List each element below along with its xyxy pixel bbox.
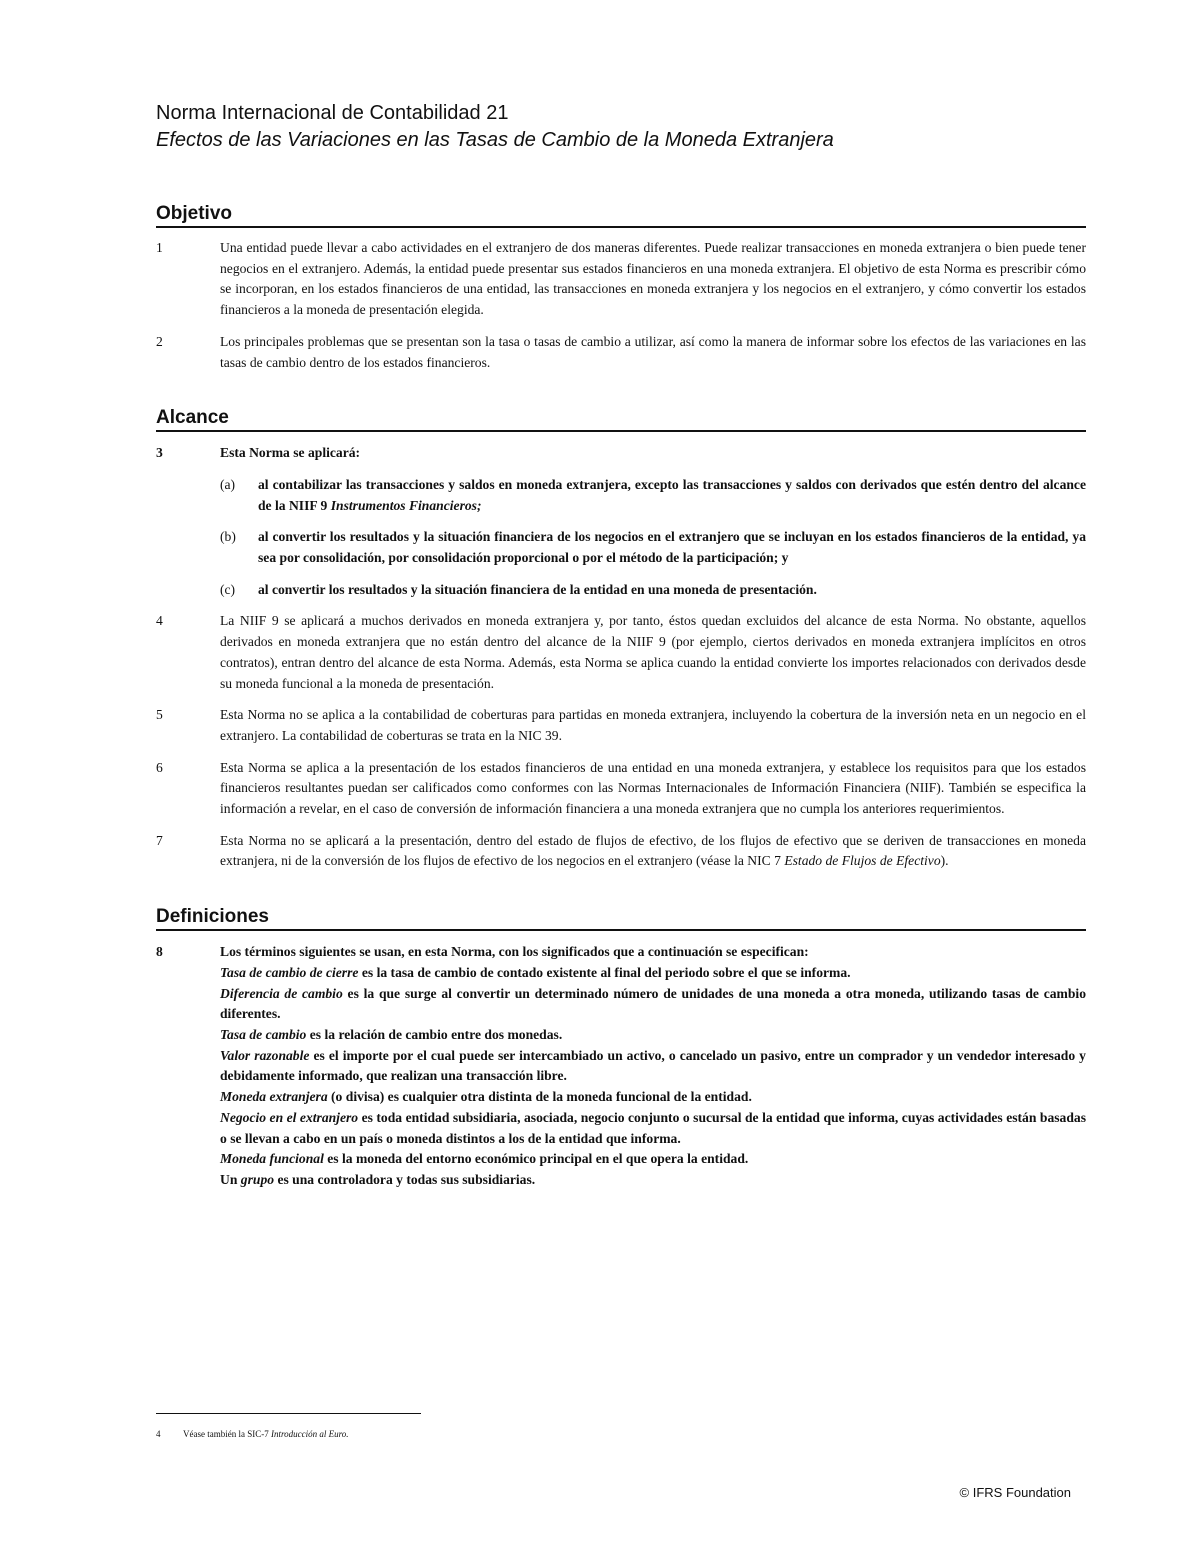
paragraph-number: 8: [156, 944, 163, 960]
standard-name: Instrumentos Financieros;: [330, 497, 482, 513]
paragraph-text: Una entidad puede llevar a cabo actividades en el extranjero de dos maneras diferentes. Puede realizar transacciones en moneda extranjera o bien puede tener negocios en el extranjero. Además, la entidad puede presentar sus estados financieros en una moneda extranjera. El objetivo de esta Norma es prescribir cómo se incorporan, en los estados financieros de una entidad, las transacciones en moneda extranjera y los negocios en el extranjero, y cómo convertir los estados financieros a la moneda de presentación elegida.: [220, 240, 1086, 318]
paragraph-text: Los términos siguientes se usan, en esta Norma, con los significados que a continuación se especifican:: [220, 944, 809, 960]
definition-prefix: Un: [220, 1171, 238, 1187]
paragraph-text: Los principales problemas que se presentan son la tasa o tasas de cambio a utilizar, así como la manera de informar sobre los efectos de las variaciones en las tasas de cambio dentro de los estados financieros.: [220, 333, 1086, 370]
defined-term: Tasa de cambio de cierre: [220, 964, 359, 980]
definition-text: es la moneda del entorno económico principal en el que opera la entidad.: [327, 1151, 749, 1167]
paragraph-6: [156, 758, 1086, 820]
paragraph-text: Esta Norma se aplica a la presentación de los estados financieros de una entidad en una moneda extranjera, y establece los requisitos para que los estados financieros resultantes puedan ser calificados como conformes con las Normas Internacionales de Información Financiera (NIIF). También se especifica la información a revelar, en el caso de conversión de información financiera a una moneda extranjera que no cumpla los anteriores requerimientos.: [220, 759, 1086, 817]
definition-text: es toda entidad subsidiaria, asociada, negocio conjunto o sucursal de la entidad que informa, cuyas actividades están basadas o se llevan a cabo en un país o moneda distintos a los de la entidad que informa.: [220, 1109, 1086, 1146]
definition-text: (o divisa) es cualquier otra distinta de la moneda funcional de la entidad.: [331, 1089, 752, 1105]
paragraph-number: 4: [156, 613, 163, 629]
section-heading-alcance: Alcance: [156, 407, 1086, 432]
footnote-divider: [156, 1413, 421, 1414]
paragraph-text-end: ).: [940, 853, 949, 869]
definition-text: es el importe por el cual puede ser intercambiado un activo, o cancelado un pasivo, entre un comprador y un vendedor interesado y debidamente informado, que realizan una transacción libre.: [220, 1047, 1086, 1084]
paragraph-number: 3: [156, 445, 163, 461]
footnote: [156, 1428, 349, 1440]
list-text: al contabilizar las transacciones y saldos en moneda extranjera, excepto las transacciones y saldos con derivados que estén dentro del alcance de la NIIF 9: [258, 476, 1086, 513]
definition-text: es la que surge al convertir un determinado número de unidades de una moneda a otra moneda, utilizando tasas de cambio diferentes.: [220, 985, 1086, 1022]
definition-item: [220, 1108, 1086, 1149]
list-label: (b): [220, 529, 236, 545]
footnote-italic: Introducción al Euro.: [270, 1429, 349, 1439]
footnote-text: Véase también la SIC-7: [183, 1429, 269, 1439]
paragraph-number: 5: [156, 707, 163, 723]
paragraph-number: 6: [156, 759, 163, 775]
paragraph-number: 7: [156, 832, 163, 848]
definition-item: [220, 1025, 1086, 1046]
paragraph-text: La NIIF 9 se aplicará a muchos derivados en moneda extranjera y, por tanto, éstos quedan excluidos del alcance de esta Norma. No obstante, aquellos derivados en moneda extranjera que no están dentro del alcance de la NIIF 9 (por ejemplo, ciertos derivados en moneda extranjera implícitos en otros contratos), entran dentro del alcance de esta Norma. Además, esta Norma se aplica cuando la entidad convierte los importes relacionados con derivados desde su moneda funcional a la moneda de presentación.: [220, 613, 1086, 691]
section-heading-definiciones: Definiciones: [156, 906, 1086, 931]
paragraph-2: [156, 332, 1086, 373]
defined-term: Negocio en el extranjero: [220, 1109, 359, 1125]
list-label: (a): [220, 476, 236, 492]
paragraph-4: [156, 611, 1086, 694]
paragraph-5: [156, 705, 1086, 746]
definition-item: [220, 963, 1086, 984]
footnote-number: 4: [156, 1429, 161, 1439]
page-subtitle: Efectos de las Variaciones en las Tasas de Cambio de la Moneda Extranjera: [156, 129, 834, 151]
list-item-c: [220, 580, 1086, 601]
defined-term: Valor razonable: [220, 1047, 310, 1063]
copyright-footer: © IFRS Foundation: [959, 1485, 1071, 1500]
definition-item: [220, 1046, 1086, 1087]
page-title: Norma Internacional de Contabilidad 21: [156, 102, 509, 124]
standard-name: Estado de Flujos de Efectivo: [784, 853, 941, 869]
list-item-b: [220, 527, 1086, 568]
paragraph-1: [156, 238, 1086, 321]
defined-term: grupo: [240, 1171, 275, 1187]
paragraph-number: 2: [156, 333, 163, 349]
paragraph-number: 1: [156, 240, 163, 255]
defined-term: Tasa de cambio: [220, 1026, 307, 1042]
definition-item: [220, 1170, 1086, 1191]
paragraph-3: [156, 443, 1086, 600]
list-text: al convertir los resultados y la situación financiera de los negocios en el extranjero que se incluyan en los estados financieros de la entidad, ya sea por consolidación, por consolidación proporcional o por el método de la participación; y: [258, 529, 1086, 566]
definition-text: es la relación de cambio entre dos monedas.: [309, 1026, 563, 1042]
document-title-block: [156, 100, 1086, 154]
paragraph-8: [156, 942, 1086, 1190]
list-item-a: [220, 475, 1086, 516]
definition-text: es una controladora y todas sus subsidiarias.: [277, 1171, 536, 1187]
definition-text: es la tasa de cambio de contado existente al final del periodo sobre el que se informa.: [361, 964, 851, 980]
definition-item: [220, 1087, 1086, 1108]
paragraph-7: [156, 831, 1086, 872]
definition-item: [220, 984, 1086, 1025]
paragraph-text: Esta Norma no se aplica a la contabilidad de coberturas para partidas en moneda extranjera, incluyendo la cobertura de la inversión neta en un negocio en el extranjero. La contabilidad de coberturas se trata en la NIC 39.: [220, 707, 1086, 743]
defined-term: Moneda extranjera: [220, 1089, 328, 1105]
definition-item: [220, 1149, 1086, 1170]
paragraph-text: Esta Norma se aplicará:: [220, 445, 361, 461]
section-heading-objetivo: Objetivo: [156, 203, 1086, 228]
defined-term: Diferencia de cambio: [220, 985, 343, 1001]
document-page: [156, 100, 1086, 1191]
list-text: al convertir los resultados y la situación financiera de la entidad en una moneda de presentación.: [258, 581, 817, 597]
list-label: (c): [220, 581, 236, 597]
defined-term: Moneda funcional: [220, 1151, 324, 1167]
paragraph-text: Esta Norma no se aplicará a la presentación, dentro del estado de flujos de efectivo, de los flujos de efectivo que se deriven de transacciones en moneda extranjera, ni de la conversión de los flujos de efectivo de los negocios en el extranjero (véase la NIC 7: [220, 832, 1086, 869]
